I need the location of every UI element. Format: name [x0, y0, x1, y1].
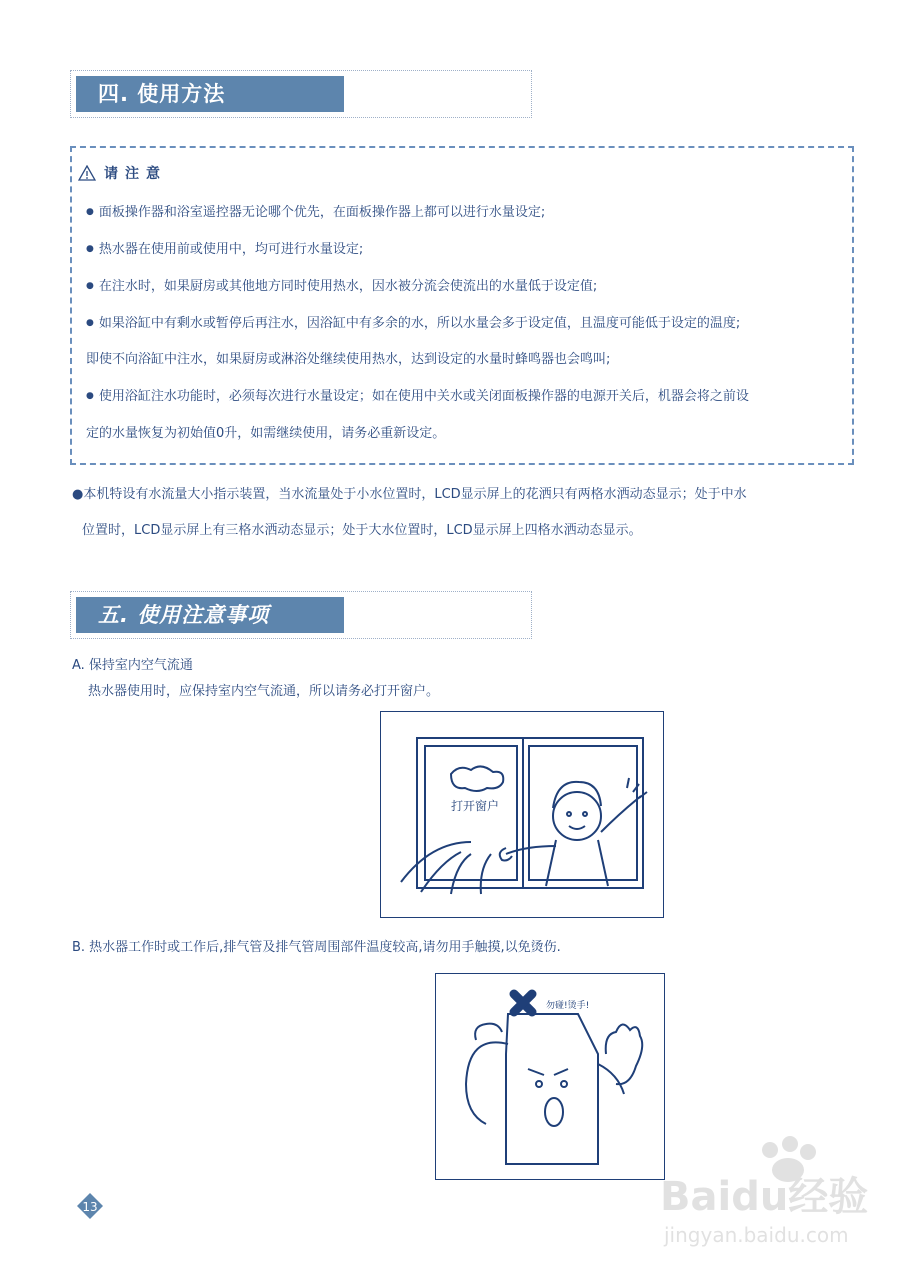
section5-title: 五. 使用注意事项: [76, 597, 344, 633]
caution-line-4: ● 如果浴缸中有剩水或暂停后再注水，因浴缸中有多余的水，所以水量会多于设定值，且温度可能低于设定的温度;: [86, 312, 740, 331]
note-line-2: 位置时，LCD显示屏上有三格水洒动态显示；处于大水位置时，LCD显示屏上四格水洒动态显示。: [82, 523, 642, 538]
baidu-watermark: [650, 1130, 920, 1250]
hot-warning-label: 勿碰!烫手!: [546, 1001, 590, 1011]
caution-line-7: 定的水量恢复为初始值0升，如需继续使用，请务必重新设定。: [86, 426, 446, 441]
page-number: 13: [82, 1200, 98, 1214]
watermark-url: jingyan.baidu.com: [664, 1223, 849, 1247]
caution-line-6: ● 使用浴缸注水功能时，必须每次进行水量设定；如在使用中关水或关闭面板操作器的电源开关后，机器会将之前设: [86, 385, 749, 404]
caution-line-3: ● 在注水时，如果厨房或其他地方同时使用热水，因水被分流会使流出的水量低于设定值;: [86, 275, 597, 294]
baidu-logo: [650, 1130, 920, 1250]
section5-a-body: 热水器使用时，应保持室内空气流通，所以请务必打开窗户。: [88, 684, 440, 699]
section5-a-title: A. 保持室内空气流通: [72, 658, 193, 673]
open-window-drawing: [381, 712, 663, 917]
section5-b-title: B. 热水器工作时或工作后,排气管及排气管周围部件温度较高,请勿用手触摸,以免烫伤.: [72, 940, 561, 955]
caution-line-1: ● 面板操作器和浴室遥控器无论哪个优先，在面板操作器上都可以进行水量设定;: [86, 201, 545, 220]
caution-line-2: ● 热水器在使用前或使用中，均可进行水量设定;: [86, 238, 363, 257]
open-window-label: 打开窗户: [451, 799, 500, 813]
hot-warning-drawing: [436, 974, 664, 1179]
section4-title: 四. 使用方法: [76, 76, 344, 112]
page-number-badge: [76, 1192, 104, 1220]
caution-box: [70, 146, 854, 465]
hot-warning-illustration: [435, 973, 665, 1180]
caution-line-5: 即使不向浴缸中注水，如果厨房或淋浴处继续使用热水，达到设定的水量时蜂鸣器也会鸣叫;: [86, 352, 611, 367]
open-window-illustration: [380, 711, 664, 918]
caution-title: 请注意: [104, 166, 167, 182]
note-line-1: ●本机特设有水流量大小指示装置，当水流量处于小水位置时，LCD显示屏上的花洒只有两格水洒动态显示；处于中水: [72, 487, 747, 502]
warning-icon: [78, 165, 96, 181]
watermark-brand: Baidu经验: [660, 1174, 869, 1220]
